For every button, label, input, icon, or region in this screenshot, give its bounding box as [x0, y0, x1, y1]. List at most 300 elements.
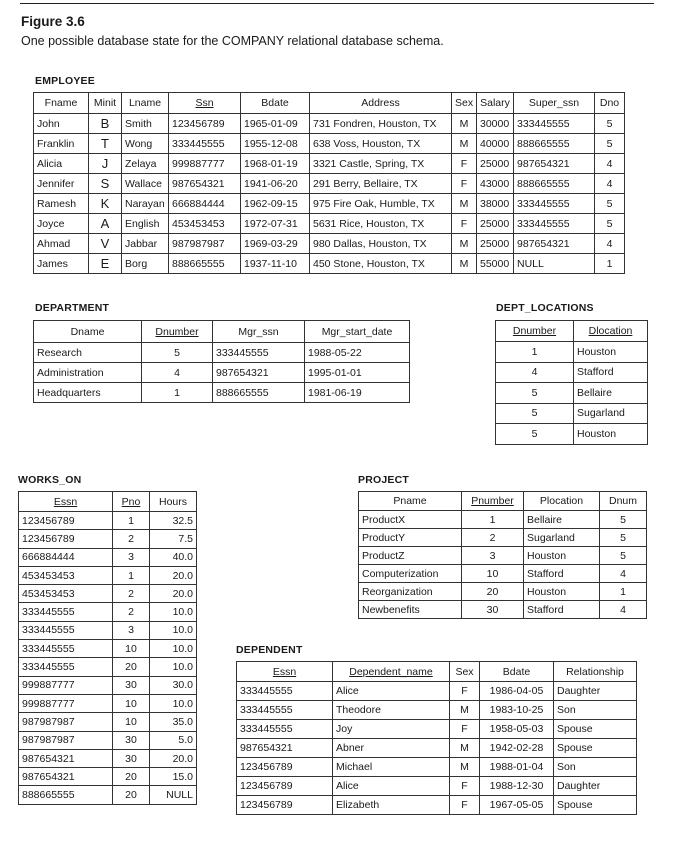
column-header: Ssn [195, 97, 214, 109]
table-cell: 32.5 [150, 512, 197, 530]
table-cell: 4 [595, 154, 625, 174]
table-row [34, 343, 410, 363]
table-cell: 666884444 [169, 194, 241, 214]
column-header: Address [361, 97, 400, 109]
table-cell: M [452, 114, 477, 134]
table-row [34, 234, 625, 254]
table-cell: Newbenefits [359, 601, 462, 619]
department-table [33, 320, 410, 403]
column-header: Essn [272, 665, 297, 678]
top-rule [20, 3, 654, 4]
table-row [19, 749, 197, 767]
table-cell: 666884444 [19, 548, 113, 566]
employee-table-label: EMPLOYEE [35, 75, 95, 87]
works-on-table-label: WORKS_ON [18, 474, 82, 486]
header-row [496, 321, 648, 342]
table-cell: 980 Dallas, Houston, TX [310, 234, 452, 254]
table-row [237, 682, 637, 701]
table-cell: 1969-03-29 [241, 234, 310, 254]
table-cell: 123456789 [19, 530, 113, 548]
table-cell: 4 [600, 565, 647, 583]
table-cell: 1941-06-20 [241, 174, 310, 194]
table-row [496, 362, 648, 383]
table-cell: 3321 Castle, Spring, TX [310, 154, 452, 174]
table-cell: 5 [595, 214, 625, 234]
table-cell: 10.0 [150, 658, 197, 676]
table-row [19, 603, 197, 621]
table-cell: English [122, 214, 169, 234]
table-cell: 4 [595, 174, 625, 194]
table-cell: 333445555 [19, 621, 113, 639]
table-cell: 30 [462, 601, 524, 619]
table-row [19, 566, 197, 584]
table-cell: 333445555 [169, 134, 241, 154]
table-cell: 333445555 [514, 114, 595, 134]
column-header: Lname [128, 97, 162, 109]
table-cell: 987654321 [169, 174, 241, 194]
table-cell: Administration [34, 363, 142, 383]
table-cell: 333445555 [514, 194, 595, 214]
table-cell: Spouse [554, 796, 637, 815]
figure-title: Figure 3.6 [21, 14, 85, 29]
table-cell: Borg [122, 254, 169, 274]
table-cell: 4 [600, 601, 647, 619]
table-row [34, 134, 625, 154]
table-row [34, 214, 625, 234]
table-cell: 1 [142, 383, 213, 403]
table-cell: 55000 [477, 254, 514, 274]
department-table-label: DEPARTMENT [35, 302, 110, 314]
table-cell: 5 [600, 547, 647, 565]
table-row [19, 640, 197, 658]
table-cell: F [452, 214, 477, 234]
table-cell: 5 [595, 114, 625, 134]
table-cell: 1988-12-30 [480, 777, 554, 796]
table-cell: 25000 [477, 214, 514, 234]
table-cell: Narayan [122, 194, 169, 214]
table-cell: 333445555 [237, 701, 333, 720]
table-cell: 987654321 [514, 234, 595, 254]
table-row [34, 174, 625, 194]
table-cell: Smith [122, 114, 169, 134]
table-cell: Alice [333, 777, 450, 796]
header-row [359, 492, 647, 511]
table-row [34, 114, 625, 134]
table-cell: 3 [113, 621, 150, 639]
table-cell: ProductZ [359, 547, 462, 565]
table-cell: 10.0 [150, 603, 197, 621]
table-cell: James [34, 254, 89, 274]
table-row [19, 512, 197, 530]
table-cell: T [89, 134, 122, 154]
table-cell: Research [34, 343, 142, 363]
table-cell: Son [554, 701, 637, 720]
column-header: Bdate [502, 665, 531, 678]
table-cell: Sugarland [524, 529, 600, 547]
header-row [34, 321, 410, 343]
column-header: Hours [158, 495, 187, 508]
column-header: Essn [53, 495, 78, 508]
table-row [19, 731, 197, 749]
table-cell: Computerization [359, 565, 462, 583]
table-cell: 731 Fondren, Houston, TX [310, 114, 452, 134]
table-cell: 888665555 [19, 786, 113, 804]
table-cell: 1968-01-19 [241, 154, 310, 174]
employee-table [33, 92, 625, 274]
table-cell: M [450, 701, 480, 720]
table-cell: 333445555 [19, 640, 113, 658]
table-cell: 123456789 [237, 758, 333, 777]
table-cell: Houston [524, 547, 600, 565]
column-header: Minit [93, 97, 117, 109]
table-cell: Houston [574, 342, 648, 363]
column-header: Sex [455, 665, 474, 678]
table-cell: Ramesh [34, 194, 89, 214]
dept-locations-table [495, 320, 648, 445]
table-cell: 1995-01-01 [305, 363, 410, 383]
table-cell: 5631 Rice, Houston, TX [310, 214, 452, 234]
table-cell: ProductY [359, 529, 462, 547]
table-cell: Alice [333, 682, 450, 701]
table-cell: 1 [113, 512, 150, 530]
table-row [19, 713, 197, 731]
table-cell: 30000 [477, 114, 514, 134]
table-cell: V [89, 234, 122, 254]
table-cell: Daughter [554, 777, 637, 796]
table-cell: Abner [333, 739, 450, 758]
column-header: Bdate [261, 97, 289, 109]
table-cell: 1988-01-04 [480, 758, 554, 777]
table-cell: 453453453 [19, 566, 113, 584]
table-row [496, 403, 648, 424]
project-table [358, 491, 647, 619]
table-cell: K [89, 194, 122, 214]
table-cell: 20 [462, 583, 524, 601]
table-cell: 20.0 [150, 566, 197, 584]
table-cell: 888665555 [213, 383, 305, 403]
column-header: Pnumber [471, 495, 514, 507]
table-cell: 987654321 [19, 768, 113, 786]
table-cell: 10 [113, 694, 150, 712]
table-cell: 123456789 [237, 796, 333, 815]
table-row [496, 383, 648, 404]
table-cell: 1942-02-28 [480, 739, 554, 758]
table-cell: 1 [462, 511, 524, 529]
table-row [237, 758, 637, 777]
table-row [19, 621, 197, 639]
table-cell: M [452, 254, 477, 274]
table-cell: 453453453 [169, 214, 241, 234]
table-row [19, 786, 197, 804]
column-header: Plocation [539, 495, 584, 507]
table-cell: 4 [496, 362, 574, 383]
table-cell: F [450, 796, 480, 815]
table-cell: Headquarters [34, 383, 142, 403]
table-cell: Stafford [574, 362, 648, 383]
table-cell: F [450, 682, 480, 701]
table-cell: 291 Berry, Bellaire, TX [310, 174, 452, 194]
dept-locations-table-label: DEPT_LOCATIONS [496, 302, 594, 314]
table-cell: 10.0 [150, 640, 197, 658]
table-cell: 30 [113, 676, 150, 694]
table-cell: 1972-07-31 [241, 214, 310, 234]
table-cell: 43000 [477, 174, 514, 194]
table-cell: 40000 [477, 134, 514, 154]
table-cell: F [450, 777, 480, 796]
table-cell: 1955-12-08 [241, 134, 310, 154]
table-cell: 1981-06-19 [305, 383, 410, 403]
table-row [34, 194, 625, 214]
table-cell: 888665555 [514, 134, 595, 154]
dependent-table-label: DEPENDENT [236, 644, 303, 656]
table-cell: M [450, 739, 480, 758]
table-cell: 1983-10-25 [480, 701, 554, 720]
table-cell: Theodore [333, 701, 450, 720]
column-header: Mgr_start_date [321, 325, 393, 338]
table-cell: Elizabeth [333, 796, 450, 815]
table-cell: 10.0 [150, 694, 197, 712]
table-row [237, 739, 637, 758]
table-cell: Michael [333, 758, 450, 777]
column-header: Dependent_name [349, 665, 433, 678]
table-cell: F [452, 154, 477, 174]
table-cell: B [89, 114, 122, 134]
table-cell: 1962-09-15 [241, 194, 310, 214]
table-cell: Bellaire [524, 511, 600, 529]
table-cell: 5 [595, 194, 625, 214]
table-cell: 2 [113, 585, 150, 603]
table-cell: Spouse [554, 739, 637, 758]
column-header: Dname [70, 325, 105, 338]
table-cell: Joyce [34, 214, 89, 234]
table-cell: 1967-05-05 [480, 796, 554, 815]
table-cell: F [450, 720, 480, 739]
table-cell: Jennifer [34, 174, 89, 194]
table-row [237, 720, 637, 739]
table-cell: Jabbar [122, 234, 169, 254]
table-cell: 1 [113, 566, 150, 584]
table-cell: 333445555 [19, 603, 113, 621]
table-cell: M [452, 134, 477, 154]
figure-caption: One possible database state for the COMPANY relational database schema. [21, 34, 444, 48]
table-row [19, 694, 197, 712]
table-cell: A [89, 214, 122, 234]
table-cell: NULL [150, 786, 197, 804]
table-cell: 2 [113, 530, 150, 548]
table-cell: 1 [600, 583, 647, 601]
table-row [19, 548, 197, 566]
table-cell: ProductX [359, 511, 462, 529]
table-cell: Daughter [554, 682, 637, 701]
table-row [496, 424, 648, 445]
table-cell: M [452, 194, 477, 214]
table-cell: 20.0 [150, 585, 197, 603]
table-cell: Son [554, 758, 637, 777]
table-cell: 15.0 [150, 768, 197, 786]
table-cell: F [452, 174, 477, 194]
table-cell: Reorganization [359, 583, 462, 601]
table-row [359, 547, 647, 565]
table-cell: Houston [574, 424, 648, 445]
header-row [237, 662, 637, 682]
header-row [19, 492, 197, 512]
table-row [19, 585, 197, 603]
table-row [19, 530, 197, 548]
table-cell: Wallace [122, 174, 169, 194]
table-cell: 888665555 [169, 254, 241, 274]
column-header: Pno [121, 495, 141, 508]
table-cell: Franklin [34, 134, 89, 154]
table-cell: 888665555 [514, 174, 595, 194]
table-cell: 10 [113, 640, 150, 658]
table-cell: 25000 [477, 154, 514, 174]
table-cell: 1937-11-10 [241, 254, 310, 274]
table-row [359, 511, 647, 529]
table-cell: 333445555 [213, 343, 305, 363]
table-row [359, 601, 647, 619]
column-header: Dnum [608, 495, 637, 507]
table-row [359, 583, 647, 601]
table-cell: J [89, 154, 122, 174]
table-cell: 2 [462, 529, 524, 547]
table-cell: 5 [496, 424, 574, 445]
table-cell: 30.0 [150, 676, 197, 694]
project-table-label: PROJECT [358, 474, 409, 486]
dependent-table [236, 661, 637, 815]
table-row [237, 777, 637, 796]
table-cell: 4 [142, 363, 213, 383]
table-row [34, 363, 410, 383]
table-cell: 20 [113, 786, 150, 804]
table-row [359, 529, 647, 547]
table-cell: 1958-05-03 [480, 720, 554, 739]
column-header: Dnumber [155, 325, 199, 338]
table-cell: 40.0 [150, 548, 197, 566]
table-cell: Alicia [34, 154, 89, 174]
table-cell: 2 [113, 603, 150, 621]
table-cell: 987654321 [514, 154, 595, 174]
table-cell: 20 [113, 768, 150, 786]
table-cell: Houston [524, 583, 600, 601]
table-cell: 1965-01-09 [241, 114, 310, 134]
table-cell: 123456789 [169, 114, 241, 134]
table-cell: 999887777 [169, 154, 241, 174]
table-cell: 123456789 [19, 512, 113, 530]
column-header: Dlocation [588, 325, 633, 337]
table-cell: 1 [595, 254, 625, 274]
column-header: Dno [599, 97, 620, 109]
table-cell: 1986-04-05 [480, 682, 554, 701]
header-row [34, 93, 625, 114]
works-on-table [18, 491, 197, 805]
column-header: Mgr_ssn [238, 325, 279, 338]
table-cell: 5 [142, 343, 213, 363]
table-cell: 20.0 [150, 749, 197, 767]
table-cell: 5 [496, 383, 574, 404]
table-cell: 453453453 [19, 585, 113, 603]
table-cell: 30 [113, 749, 150, 767]
table-cell: Spouse [554, 720, 637, 739]
table-cell: Stafford [524, 565, 600, 583]
table-cell: M [450, 758, 480, 777]
table-row [34, 383, 410, 403]
table-row [237, 701, 637, 720]
table-cell: Joy [333, 720, 450, 739]
column-header: Dnumber [512, 325, 557, 337]
table-cell: 450 Stone, Houston, TX [310, 254, 452, 274]
table-cell: E [89, 254, 122, 274]
table-cell: 1 [496, 342, 574, 363]
table-cell: 10.0 [150, 621, 197, 639]
table-cell: Bellaire [574, 383, 648, 404]
table-cell: 5 [496, 403, 574, 424]
table-cell: Stafford [524, 601, 600, 619]
table-cell: 5 [600, 529, 647, 547]
table-cell: 333445555 [237, 720, 333, 739]
table-cell: 333445555 [19, 658, 113, 676]
table-cell: 1988-05-22 [305, 343, 410, 363]
table-row [496, 342, 648, 363]
table-row [19, 768, 197, 786]
table-row [19, 658, 197, 676]
column-header: Super_ssn [528, 97, 580, 109]
table-cell: 999887777 [19, 694, 113, 712]
table-cell: 7.5 [150, 530, 197, 548]
table-row [34, 154, 625, 174]
table-cell: 999887777 [19, 676, 113, 694]
table-cell: John [34, 114, 89, 134]
table-cell: Ahmad [34, 234, 89, 254]
table-cell: 987654321 [237, 739, 333, 758]
table-cell: 10 [462, 565, 524, 583]
table-cell: 30 [113, 731, 150, 749]
table-cell: 5.0 [150, 731, 197, 749]
table-cell: 975 Fire Oak, Humble, TX [310, 194, 452, 214]
table-cell: 20 [113, 658, 150, 676]
table-cell: NULL [514, 254, 595, 274]
table-row [359, 565, 647, 583]
column-header: Relationship [566, 665, 624, 678]
column-header: Sex [455, 97, 474, 109]
table-cell: 38000 [477, 194, 514, 214]
table-row [19, 676, 197, 694]
table-cell: Zelaya [122, 154, 169, 174]
table-cell: 35.0 [150, 713, 197, 731]
table-cell: 638 Voss, Houston, TX [310, 134, 452, 154]
column-header: Salary [480, 97, 510, 109]
table-cell: 4 [595, 234, 625, 254]
table-cell: 987987987 [19, 713, 113, 731]
table-cell: 5 [600, 511, 647, 529]
table-row [237, 796, 637, 815]
table-cell: 333445555 [237, 682, 333, 701]
table-cell: 987987987 [169, 234, 241, 254]
table-cell: 123456789 [237, 777, 333, 796]
table-cell: 987987987 [19, 731, 113, 749]
table-cell: S [89, 174, 122, 194]
table-cell: M [452, 234, 477, 254]
table-cell: 987654321 [19, 749, 113, 767]
table-cell: 333445555 [514, 214, 595, 234]
column-header: Fname [44, 97, 78, 109]
table-cell: 3 [462, 547, 524, 565]
table-cell: Sugarland [574, 403, 648, 424]
table-cell: 25000 [477, 234, 514, 254]
table-cell: Wong [122, 134, 169, 154]
table-cell: 3 [113, 548, 150, 566]
table-cell: 5 [595, 134, 625, 154]
column-header: Pname [393, 495, 427, 507]
